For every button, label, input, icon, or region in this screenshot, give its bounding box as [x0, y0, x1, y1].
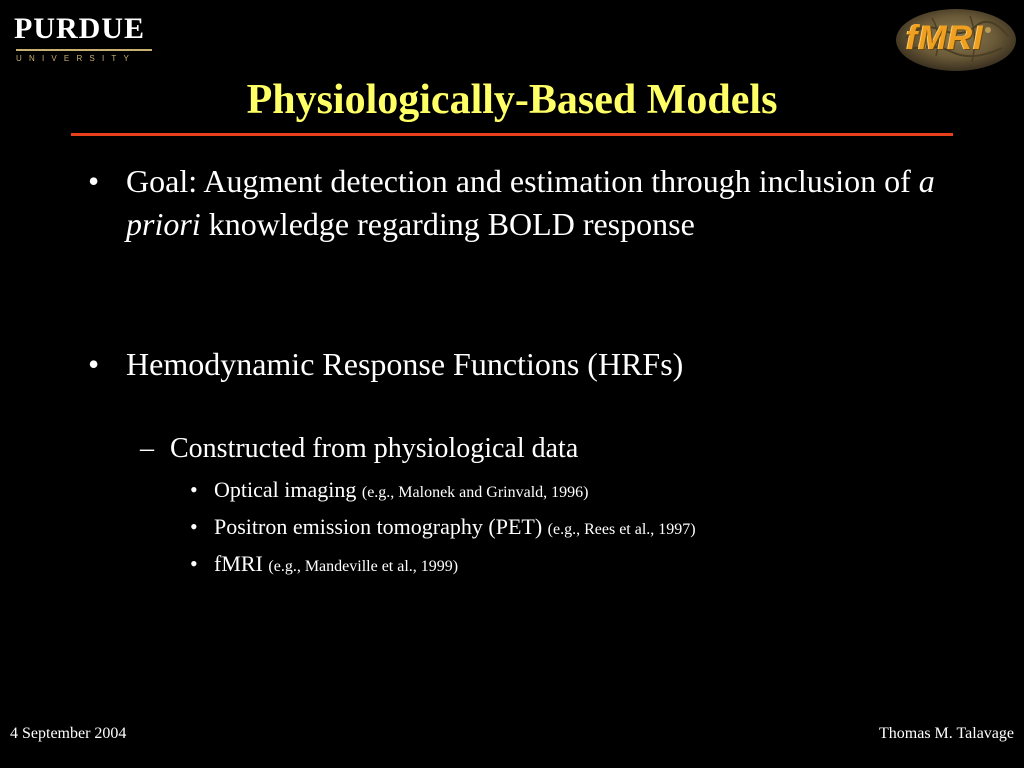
sub-sub-bullet-fmri [190, 550, 950, 581]
emphasis-a-priori: a priori [126, 163, 935, 242]
item-citation: (e.g., Rees et al., 1997) [547, 521, 696, 538]
sub-bullet-constructed [140, 432, 940, 466]
item-label: fMRI [214, 551, 263, 576]
sub-bullet-dash: – [140, 433, 154, 464]
item-citation: (e.g., Malonek and Grinvald, 1996) [361, 484, 589, 501]
sub-bullet-constructed-text: Constructed from physiological data [170, 433, 579, 464]
fmri-logo-word: fMRI [906, 19, 984, 57]
sub-sub-bullet-pet [190, 513, 950, 544]
bullet-marker: • [190, 551, 198, 576]
item-label: Optical imaging [214, 477, 357, 502]
footer-date: 4 September 2004 [10, 725, 127, 742]
fmri-logo [892, 4, 1020, 74]
bullet-goal-text: Goal: Augment detection and estimation through inclusion of a priori knowledge regarding BOLD response [126, 163, 935, 242]
bullet-marker: • [190, 477, 198, 502]
purdue-logo [14, 12, 156, 63]
item-label: Positron emission tomography (PET) [214, 514, 543, 539]
purdue-logo-rule [16, 49, 152, 51]
title-underline [71, 133, 953, 136]
footer-author: Thomas M. Talavage [879, 725, 1014, 742]
bullet-marker: • [88, 346, 100, 382]
bullet-hrf-text: Hemodynamic Response Functions (HRFs) [126, 346, 684, 382]
sub-sub-bullet-optical [190, 476, 950, 507]
slide-title: Physiologically-Based Models [246, 77, 778, 123]
purdue-logo-word: PURDUE [14, 12, 145, 45]
bullet-marker: • [88, 163, 100, 199]
item-citation: (e.g., Mandeville et al., 1999) [268, 558, 459, 575]
purdue-logo-subtitle: UNIVERSITY [16, 54, 137, 63]
bullet-hrf [88, 343, 948, 386]
bullet-marker: • [190, 514, 198, 539]
bullet-goal [88, 160, 948, 246]
